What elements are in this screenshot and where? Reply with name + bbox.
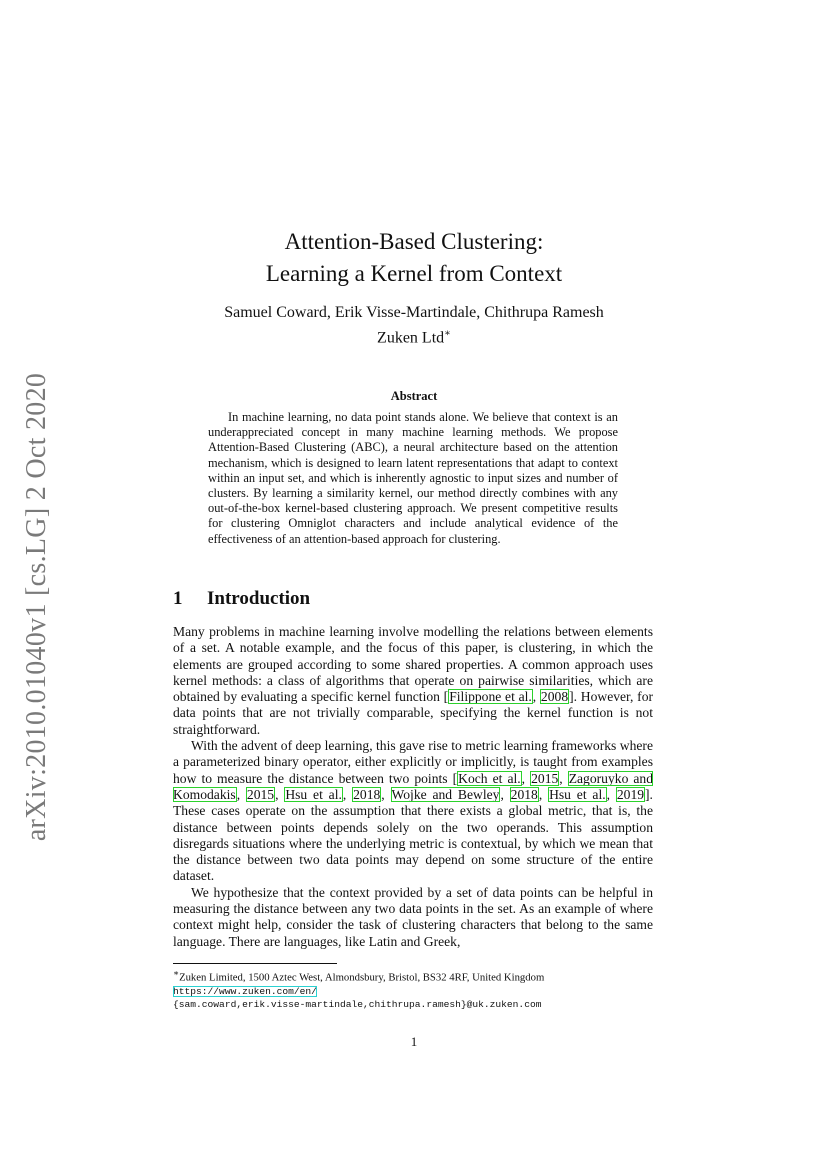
citation-year-link[interactable]: 2015 [246, 786, 275, 802]
paragraph-1 [173, 624, 653, 738]
intro-body [173, 624, 653, 950]
paragraph-2: With the advent of deep learning, this gave rise to metric learning frameworks where a parameterized binary operator, either explicitly or implicitly, is taught from examples how to measure the distance between two points [Koch et al., 2015, Zagoruyko and Komodakis, 2015, Hsu et al., 2018, Wojke and Bewley, 2018, Hsu et al., 2019]. These cases operate on the assumption that there exists a global metric, that is, the distance between points depends solely on the two operands. This assumption disregards situations where the underlying metric is contextual, by which we mean that the distance between two data points may depend on some structure of the entire dataset. [173, 738, 654, 884]
section-number: 1 [173, 588, 183, 609]
paragraph-3: We hypothesize that the context provided by a set of data points can be helpful in measuring the distance between any two data points in the set. As an example of where context might help, consider the task of clustering characters that belong to the same language. There are languages, like Latin and Greek, [173, 884, 653, 949]
paragraph-text: ]. However, for data points that are not trivially comparable, specifying the kernel function is not straightforward. [173, 689, 654, 737]
citation-year-link[interactable]: 2018 [510, 786, 538, 802]
footnote-url-link[interactable]: https://www.zuken.com/en/ [173, 985, 317, 997]
citation-year-link[interactable]: 2008 [540, 689, 569, 705]
arxiv-identifier-text: arXiv:2010.01040v1 [cs.LG] 2 Oct 2020 [21, 372, 53, 842]
citation-link[interactable]: Zagoruyko and Komodakis [173, 770, 654, 802]
author-names: Samuel Coward, Erik Visse-Martindale, Chithrupa Ramesh [224, 304, 604, 321]
footnote-rule [173, 963, 337, 964]
footnote-url-line [173, 985, 653, 998]
paragraph-text: ]. These cases operate on the assumption that there exists a global metric, that is, the distance between points depends solely on the two operands. This assumption disregards situations where the underlying metric is contextual, by which we mean that the distance between two data points may depend on some structure of the entire dataset. [173, 786, 653, 884]
author-block [0, 302, 828, 348]
abstract-text: In machine learning, no data point stands alone. We believe that context is an underappreciated concept in many machine learning methods. We propose Attention-Based Clustering (ABC), a neural architecture based on the attention mechanism, which is designed to learn latent representations that adapt to context within an input set, and which is inherently agnostic to input sizes and number of clusters. By learning a similarity kernel, our method directly combines with any out-of-the-box kernel-based clustering approach. We present competitive results for clustering Omniglot characters and include analytical evidence of the effectiveness of an attention-based approach for clustering. [208, 410, 618, 546]
section-title: Introduction [207, 588, 311, 609]
citation-link[interactable]: Wojke and Bewley [391, 786, 500, 802]
affiliation [0, 323, 828, 348]
paper-title [0, 226, 828, 290]
footnote [173, 967, 653, 1012]
footnote-address-text: Zuken Limited, 1500 Aztec West, Almondsbury, Bristol, BS32 4RF, United Kingdom [179, 971, 545, 984]
citation-year-link[interactable]: 2015 [531, 770, 559, 786]
citation-year-link[interactable]: 2018 [353, 786, 381, 802]
affiliation-footnote-mark[interactable]: ∗ [444, 328, 451, 339]
section-heading [173, 588, 310, 610]
footnote-address [173, 967, 653, 985]
paragraph-text: With the advent of deep learning, this gave rise to metric learning frameworks where a parameterized binary operator, either explicitly or implicitly, is taught from examples how to measure the distance between two points [ [173, 738, 653, 786]
citation-link[interactable]: Filippone et al. [449, 689, 532, 705]
title-line-1: Attention-Based Clustering: [284, 229, 544, 254]
separator: , [532, 689, 540, 705]
footnote-mark: ∗ [173, 968, 180, 978]
citation-link[interactable]: Koch et al. [458, 770, 521, 786]
footnote-emails: {sam.coward,erik.visse-martindale,chithrupa.ramesh}@uk.zuken.com [173, 999, 542, 1011]
affiliation-name: Zuken Ltd [377, 329, 445, 347]
citation-year-link[interactable]: 2019 [616, 786, 645, 802]
arxiv-identifier [12, 372, 62, 842]
citation-link[interactable]: Hsu et al. [285, 786, 342, 802]
title-line-2: Learning a Kernel from Context [265, 261, 563, 286]
page-number: 1 [410, 1034, 418, 1049]
citation-link[interactable]: Hsu et al. [549, 786, 606, 802]
abstract-heading: Abstract [390, 389, 438, 403]
paragraph-text: Many problems in machine learning involve modelling the relations between elements of a set. A notable example, and the focus of this paper, is clustering, in which the elements are grouped according to some shared properties. A common approach uses kernel methods: a class of algorithms that operate on pairwise similarities, which are obtained by evaluating a specific kernel function [ [173, 624, 653, 705]
